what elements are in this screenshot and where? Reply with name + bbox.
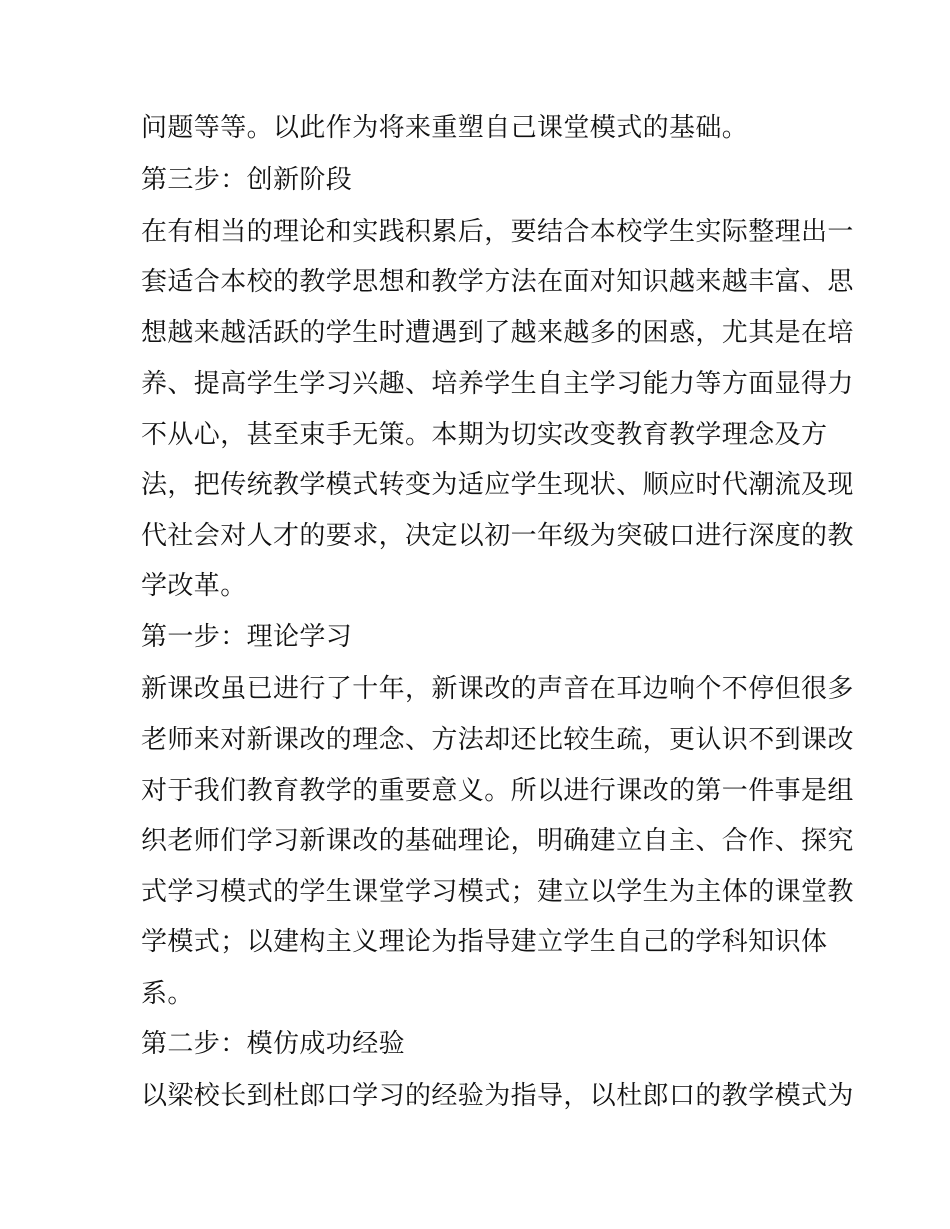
text-line: 不从心，甚至束手无策。本期为切实改变教育教学理念及方 — [141, 420, 828, 450]
text-line: 老师来对新课改的理念、方法却还比较生疏，更认识不到课改 — [141, 725, 854, 755]
section-heading-imitate-success: 第二步：模仿成功经验 — [141, 1029, 406, 1059]
section-heading-innovation-stage: 第三步：创新阶段 — [141, 165, 353, 195]
text-line: 新课改虽已进行了十年，新课改的声音在耳边响个不停但很多 — [141, 674, 854, 704]
text-line: 式学习模式的学生课堂学习模式；建立以学生为主体的课堂教 — [141, 877, 854, 907]
text-line: 学改革。 — [141, 571, 247, 601]
text-line: 代社会对人才的要求，决定以初一年级为突破口进行深度的教 — [141, 521, 854, 551]
text-line: 以梁校长到杜郎口学习的经验为指导，以杜郎口的教学模式为 — [141, 1081, 854, 1111]
text-line: 养、提高学生学习兴趣、培养学生自主学习能力等方面显得力 — [141, 369, 854, 399]
text-line: 在有相当的理论和实践积累后，要结合本校学生实际整理出一 — [141, 217, 854, 247]
text-line: 学模式；以建构主义理论为指导建立学生自己的学科知识体 — [141, 927, 828, 957]
text-line: 法，把传统教学模式转变为适应学生现状、顺应时代潮流及现 — [141, 470, 854, 500]
text-line: 系。 — [141, 979, 194, 1009]
section-heading-theory-study: 第一步：理论学习 — [141, 622, 353, 652]
text-line: 对于我们教育教学的重要意义。所以进行课改的第一件事是组 — [141, 776, 854, 806]
text-line: 问题等等。以此作为将来重塑自己课堂模式的基础。 — [141, 113, 749, 143]
text-line: 想越来越活跃的学生时遭遇到了越来越多的困惑，尤其是在培 — [141, 318, 854, 348]
text-line: 织老师们学习新课改的基础理论，明确建立自主、合作、探究 — [141, 826, 854, 856]
text-line: 套适合本校的教学思想和教学方法在面对知识越来越丰富、思 — [141, 267, 854, 297]
